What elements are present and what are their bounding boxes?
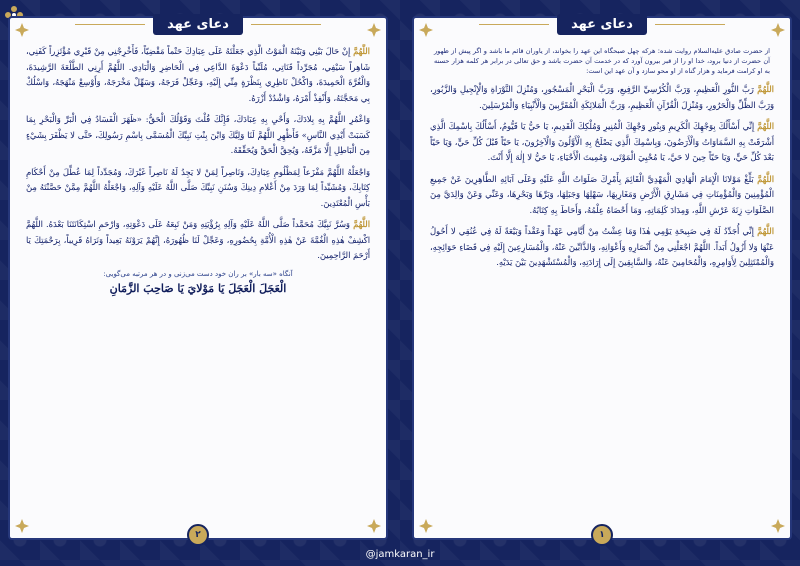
paragraph-text: وَاجْعَلْهُ اللَّهُمَّ مَفْزَعاً لِمَظْلُومِ عِبَادِكَ، وَنَاصِراً لِمَنْ لا يَجِدُ لَهُ نَاصِراً غَيْرَكَ، وَمُجَدِّداً لِمَا عُطِّلَ مِنْ أَحْكَامِ كِتَابِكَ، وَمُشَيِّداً لِمَا وَرَدَ مِنْ أَعْلامِ دِينِكَ وَسُنَنِ نَبِيِّكَ صَلَّى اللَّهُ عَلَيْهِ وَآلِهِ، وَاجْعَلْهُ اللَّهُمَّ مِمَّنْ حَصَّنْتَهُ مِنْ بَأْسِ الْمُعْتَدِينَ. (26, 166, 370, 208)
closing-instruction: آنگاه «سه بار» بر ران خود دست می‌زنی و در هر مرتبه می‌گویی: (103, 269, 293, 278)
prayer-paragraph (26, 165, 370, 212)
page-number: ۱ (591, 524, 613, 546)
allahumma-label: اللَّهُمَّ (353, 46, 370, 56)
corner-ornament-icon (770, 518, 786, 534)
paragraph-text: إِنِّي أُجَدِّدُ لَهُ فِي صَبِيحَةِ يَوْمِي هٰذَا وَمَا عِشْتُ مِنْ أَيَّامِي عَهْداً وَعَقْداً وَبَيْعَةً لَهُ فِي عُنُقِي لا أَحُولُ عَنْهَا وَلا أَزُولُ أَبَداً. اللَّهُمَّ اجْعَلْنِي مِنْ أَنْصَارِهِ وَأَعْوَانِهِ، وَالذَّابِّينَ عَنْهُ، وَالْمُسَارِعِينَ إِلَيْهِ فِي قَضَاءِ حَوَائِجِهِ، وَالْمُمْتَثِلِينَ لِأَوَامِرِهِ، وَالْمُحَامِينَ عَنْهُ، وَالسَّابِقِينَ إِلَى إِرَادَتِهِ، وَالْمُسْتَشْهَدِينَ بَيْنَ يَدَيْهِ. (430, 226, 774, 267)
corner-ornament-icon (366, 22, 382, 38)
allahumma-label: اللَّهُمَّ (757, 84, 774, 94)
prayer-paragraph (430, 119, 774, 166)
social-handle: @jamkaran_ir (365, 549, 435, 560)
allahumma-label: اللَّهُمَّ (757, 121, 774, 131)
prayer-text-body (430, 44, 774, 504)
paragraph-text: وَسُرَّ نَبِيَّكَ مُحَمَّداً صَلَّى اللَّهُ عَلَيْهِ وَآلِهِ بِرُؤْيَتِهِ وَمَنْ تَبِعَهُ عَلَى دَعْوَتِهِ، وَارْحَمِ اسْتِكَانَتَنَا بَعْدَهُ. اللَّهُمَّ اكْشِفْ هٰذِهِ الْغُمَّةَ عَنْ هٰذِهِ الْأُمَّةِ بِحُضُورِهِ، وَعَجِّلْ لَنَا ظُهُورَهُ، إِنَّهُمْ يَرَوْنَهُ بَعِيداً وَنَرَاهُ قَرِيباً، بِرَحْمَتِكَ يَا أَرْحَمَ الرَّاحِمِينَ. (26, 219, 370, 260)
paragraph-text: بَلِّغْ مَوْلانَا الْإِمَامَ الْهَادِيَ الْمَهْدِيَّ الْقَائِمَ بِأَمْرِكَ صَلَوَاتُ اللَّهِ عَلَيْهِ وَعَلَى آبَائِهِ الطَّاهِرِينَ عَنْ جَمِيعِ الْمُؤْمِنِينَ وَالْمُؤْمِنَاتِ فِي مَشَارِقِ الْأَرْضِ وَمَغَارِبِهَا، سَهْلِهَا وَجَبَلِهَا، وَبَرِّهَا وَبَحْرِهَا، وَعَنِّي وَعَنْ وَالِدَيَّ مِنَ الصَّلَوَاتِ زِنَةَ عَرْشِ اللَّهِ، وَمِدَادَ كَلِمَاتِهِ، وَمَا أَحْصَاهُ عِلْمُهُ، وَأَحَاطَ بِهِ كِتَابُهُ. (430, 173, 774, 215)
allahumma-label: اللَّهُمَّ (757, 173, 774, 184)
paragraph-text: رَبَّ النُّورِ الْعَظِيمِ، وَرَبَّ الْكُرْسِيِّ الرَّفِيعِ، وَرَبَّ الْبَحْرِ الْمَسْجُورِ، وَمُنْزِلَ التَّوْرَاةِ وَالْإِنْجِيلِ وَالزَّبُورِ، وَرَبَّ الظِّلِّ وَالْحَرُورِ، وَمُنْزِلَ الْقُرْآنِ الْعَظِيمِ، وَرَبَّ الْمَلائِكَةِ الْمُقَرَّبِينَ وَالْأَنْبِيَاءِ وَالْمُرْسَلِينَ. (430, 84, 774, 110)
divider (251, 24, 321, 25)
page-header (10, 12, 386, 36)
prayer-paragraph (430, 82, 774, 113)
prayer-paragraph (26, 44, 370, 106)
paragraph-text: وَاعْمُرِ اللَّهُمَّ بِهِ بِلادَكَ، وَأَحْيِ بِهِ عِبَادَكَ، فَإِنَّكَ قُلْتَ وَقَوْلُكَ الْحَقُّ: «ظَهَرَ الْفَسَادُ فِي الْبَرِّ وَالْبَحْرِ بِمَا كَسَبَتْ أَيْدِي النَّاسِ» فَأَظْهِرِ اللَّهُمَّ لَنَا وَلِيَّكَ وَابْنَ بِنْتِ نَبِيِّكَ الْمُسَمَّى بِاسْمِ رَسُولِكَ، حَتَّى لا يَظْفَرَ بِشَيْءٍ مِنَ الْبَاطِلِ إِلَّا مَزَّقَهُ، وَيُحِقَّ الْحَقَّ وَيُحَقِّقَهُ. (26, 114, 370, 155)
prayer-paragraph (430, 224, 774, 271)
corner-ornament-icon (366, 518, 382, 534)
prayer-paragraph (26, 217, 370, 264)
page-title: دعای عهد (557, 14, 647, 35)
corner-ornament-icon (770, 22, 786, 38)
corner-ornament-icon (418, 22, 434, 38)
page-header (414, 12, 790, 36)
divider (655, 24, 725, 25)
page-number: ۲ (187, 524, 209, 546)
prayer-paragraph (430, 172, 774, 219)
divider (479, 24, 549, 25)
prayer-text-body (26, 44, 370, 504)
page-one (414, 18, 790, 538)
paragraph-text: إِنِّي أَسْأَلُكَ بِوَجْهِكَ الْكَرِيمِ وَبِنُورِ وَجْهِكَ الْمُنِيرِ وَمُلْكِكَ الْقَدِيمِ، يَا حَيُّ يَا قَيُّومُ، أَسْأَلُكَ بِاسْمِكَ الَّذِي أَشْرَقَتْ بِهِ السَّمَاوَاتُ وَالْأَرَضُونَ، وَبِاسْمِكَ الَّذِي يَصْلَحُ بِهِ الْأَوَّلُونَ وَالْآخِرُونَ، يَا حَيّاً قَبْلَ كُلِّ حَيٍّ، وَيَا حَيّاً بَعْدَ كُلِّ حَيٍّ، وَيَا حَيّاً حِينَ لا حَيَّ، يَا مُحْيِيَ الْمَوْتَى، وَمُمِيتَ الْأَحْيَاءِ، يَا حَيُّ لا إِلٰهَ إِلَّا أَنْتَ. (430, 121, 774, 162)
allahumma-label: اللَّهُمَّ (353, 219, 370, 229)
paragraph-text: إِنْ حَالَ بَيْنِي وَبَيْنَهُ الْمَوْتُ الَّذِي جَعَلْتَهُ عَلَى عِبَادِكَ حَتْماً مَقْضِيّاً، فَأَخْرِجْنِي مِنْ قَبْرِي مُؤْتَزِراً كَفَنِي، شَاهِراً سَيْفِي، مُجَرِّداً قَنَاتِي، مُلَبِّياً دَعْوَةَ الدَّاعِي فِي الْحَاضِرِ وَالْبَادِي. اللَّهُمَّ أَرِنِي الطَّلْعَةَ الرَّشِيدَةَ، وَالْغُرَّةَ الْحَمِيدَةَ، وَاكْحُلْ نَاظِرِي بِنَظْرَةٍ مِنِّي إِلَيْهِ، وَعَجِّلْ فَرَجَهُ، وَسَهِّلْ مَخْرَجَهُ، وَأَوْسِعْ مَنْهَجَهُ، وَاسْلُكْ بِي مَحَجَّتَهُ، وَأَنْفِذْ أَمْرَهُ، وَاشْدُدْ أَزْرَهُ. (26, 46, 370, 103)
page-two (10, 18, 386, 538)
intro-narration: از حضرت صادق علیه‌السلام روایت شده: هرکه چهل صبحگاه این عهد را بخواند، از یاوران قائم ما باشد و اگر پیش از ظهور آن حضرت از دنیا برود، خدا او را از قبر بیرون آورد که در خدمت آن حضرت باشد و حق تعالی در برابر هر کلمه هزار حسنه به او کرامت فرماید و هزار گناه از او محو سازد و آن عهد این است: (434, 47, 770, 75)
corner-ornament-icon (14, 22, 30, 38)
corner-ornament-icon (14, 518, 30, 534)
allahumma-label: اللَّهُمَّ (757, 226, 774, 236)
divider (75, 24, 145, 25)
corner-ornament-icon (418, 518, 434, 534)
closing-salutation: الْعَجَلَ الْعَجَلَ يَا مَوْلايَ يَا صَاحِبَ الزَّمَانِ (109, 281, 287, 295)
page-title: دعای عهد (153, 14, 243, 35)
prayer-paragraph (26, 112, 370, 159)
